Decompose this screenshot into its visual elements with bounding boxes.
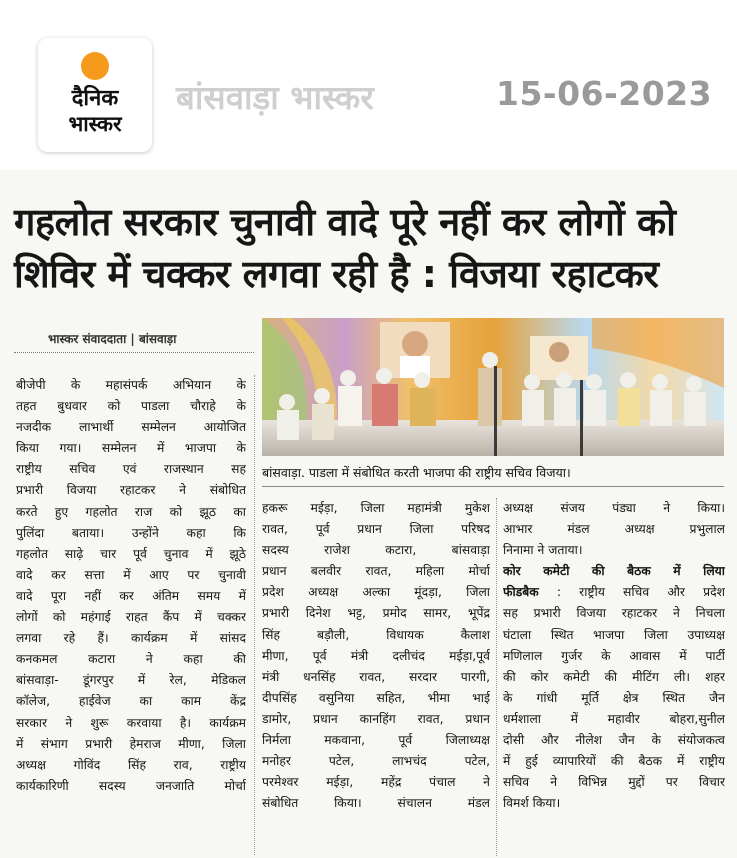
text-line: तहत बुधवार को पाडला चौराहे के bbox=[16, 399, 246, 414]
text-line: कनकमल कटारा ने कहा की bbox=[16, 652, 246, 667]
column-divider bbox=[254, 375, 255, 855]
edition-name: बांसवाड़ा भास्कर bbox=[176, 78, 374, 117]
app-header bbox=[0, 0, 737, 170]
text-line: पुलिंदा बताया। उन्होंने कहा कि bbox=[16, 525, 246, 540]
text-line: मंत्री धनसिंह रावत, सरदार पारगी, bbox=[262, 669, 490, 684]
text-line: में हुई व्यापारियों की बैठक में राष्ट्रीय bbox=[503, 754, 725, 769]
text-line: अध्यक्ष संजय पंड्या ने किया। bbox=[503, 501, 725, 515]
text-line: में संभाग प्रभारी हेमराज मीणा, जिला bbox=[16, 736, 246, 751]
text-line: प्रधान बलवीर रावत, महिला मोर्चा bbox=[262, 564, 490, 579]
text-line: वादे पूरा नहीं कर अंतिम समय में bbox=[16, 588, 246, 603]
logo-line-2: भास्कर bbox=[68, 112, 122, 136]
text-line: घंटाला स्थित भाजपा जिला उपाध्यक्ष bbox=[503, 627, 725, 642]
dainik-bhaskar-logo[interactable] bbox=[38, 38, 152, 152]
text-line: निर्मला मकवाना, पूर्व जिलाध्यक्ष bbox=[262, 733, 490, 748]
text-line: नजदीक लाभार्थी सम्मेलन आयोजित bbox=[16, 420, 246, 435]
text-line: मनोहर पटेल, लाभचंद पटेल, bbox=[262, 754, 490, 769]
article-column-1 bbox=[16, 375, 246, 797]
logo-line-1: दैनिक bbox=[71, 86, 119, 111]
text-line: रावत, पूर्व प्रधान जिला परिषद bbox=[262, 522, 490, 537]
text-line: सदस्य राजेश कटारा, बांसवाड़ा bbox=[262, 543, 490, 558]
text-line: प्रभारी विजया रहाटकर ने संबोधित bbox=[16, 483, 246, 498]
text-line: दीपसिंह वसुनिया सहित, भीमा भाई bbox=[262, 690, 490, 705]
text-line: धर्मशाला में महावीर बोहरा,सुनील bbox=[503, 711, 725, 726]
article-headline bbox=[14, 196, 726, 300]
rally-stage-photo bbox=[262, 318, 724, 456]
headline-line-2: शिविर में चक्कर लगवा रही है : विजया रहाटकर bbox=[14, 252, 659, 296]
caption-divider bbox=[262, 486, 724, 487]
text-line: निनामा ने जताया। bbox=[503, 543, 583, 558]
text-line: सिंह बड़ौली, विधायक कैलाश bbox=[262, 627, 490, 642]
subheading-word: फीडबैक bbox=[503, 585, 539, 600]
text-line: सरकार ने शुरू करवाया है। कार्यक्रम bbox=[16, 715, 246, 730]
byline-divider bbox=[14, 352, 254, 353]
text-line: डामोर, प्रधान कानहिंग रावत, प्रधान bbox=[262, 711, 490, 726]
article-column-2 bbox=[262, 498, 490, 814]
subheading-rest: : राष्ट्रीय सचिव और प्रदेश bbox=[538, 585, 725, 600]
edition-date: 15-06-2023 bbox=[496, 74, 713, 113]
text-line: अध्यक्ष गोविंद सिंह राव, राष्ट्रीय bbox=[16, 757, 246, 772]
text-line: वादे कर सत्ता में आए पर चुनावी bbox=[16, 567, 246, 582]
text-line: सचिव ने विभिन्न मुद्दों पर विचार bbox=[503, 775, 725, 790]
text-line: परमेश्वर मईड़ा, महेंद्र पंचाल ने bbox=[262, 775, 490, 790]
article-photo[interactable] bbox=[262, 318, 724, 456]
text-line: के गांधी मूर्ति क्षेत्र स्थित जैन bbox=[503, 690, 725, 705]
photo-caption: बांसवाड़ा. पाडला में संबोधित करती भाजपा की राष्ट्रीय सचिव विजया। bbox=[262, 465, 571, 480]
text-line: किया गया। सम्मेलन में भाजपा के bbox=[16, 441, 246, 456]
text-line: संबोधित किया। संचालन मंडल bbox=[262, 796, 490, 811]
text-line: बीजेपी के महासंपर्क अभियान के bbox=[16, 378, 246, 392]
text-line: आभार मंडल अध्यक्ष प्रभुलाल bbox=[503, 522, 725, 537]
text-line: गहलोत साढ़े चार पूर्व चुनाव में झूठे bbox=[16, 546, 246, 561]
headline-line-1: गहलोत सरकार चुनावी वादे पूरे नहीं कर लोगों को bbox=[14, 200, 676, 244]
text-line: लगवा रहे हैं। कार्यक्रम में सांसद bbox=[16, 631, 246, 646]
text-line: की कोर कमेटी की मीटिंग ली। शहर bbox=[503, 669, 725, 684]
byline: भास्कर संवाददाता | बांसवाड़ा bbox=[48, 332, 177, 346]
text-line: बांसवाड़ा- डूंगरपुर में रेल, मेडिकल bbox=[16, 673, 246, 688]
text-line: हकरू मईड़ा, जिला महामंत्री मुकेश bbox=[262, 501, 490, 515]
text-line: कॉलेज, हाईवेज का काम केंद्र bbox=[16, 694, 246, 709]
text-line: प्रदेश अध्यक्ष अल्का मूंदड़ा, जिला bbox=[262, 585, 490, 600]
text-line: प्रभारी दिनेश भट्ट, प्रमोद सामर, भूपेंद्र bbox=[262, 606, 490, 621]
subheading: कोर कमेटी की बैठक में लिया bbox=[503, 564, 725, 579]
text-line: मणिलाल गुर्जर के आवास में पार्टी bbox=[503, 648, 725, 663]
text-line: मीणा, पूर्व मंत्री दलीचंद मईड़ा,पूर्व bbox=[262, 648, 490, 663]
text-line: विमर्श किया। bbox=[503, 796, 561, 811]
text-line bbox=[503, 582, 725, 603]
text-line: लोगों को महंगाई राहत कैंप में चक्कर bbox=[16, 610, 246, 625]
text-line: राष्ट्रीय सचिव एवं राजस्थान सह bbox=[16, 462, 246, 477]
sun-icon bbox=[81, 52, 109, 80]
article-column-3 bbox=[503, 498, 725, 814]
text-line: कार्यकारिणी सदस्य जनजाति मोर्चा bbox=[16, 778, 246, 793]
text-line: करते हुए गहलोत राज को झूठ का bbox=[16, 504, 246, 519]
column-divider bbox=[496, 498, 497, 856]
text-line: सह प्रभारी विजया रहाटकर ने निचला bbox=[503, 606, 725, 621]
text-line: दोसी और नीलेश जैन के संयोजकत्व bbox=[503, 733, 725, 748]
